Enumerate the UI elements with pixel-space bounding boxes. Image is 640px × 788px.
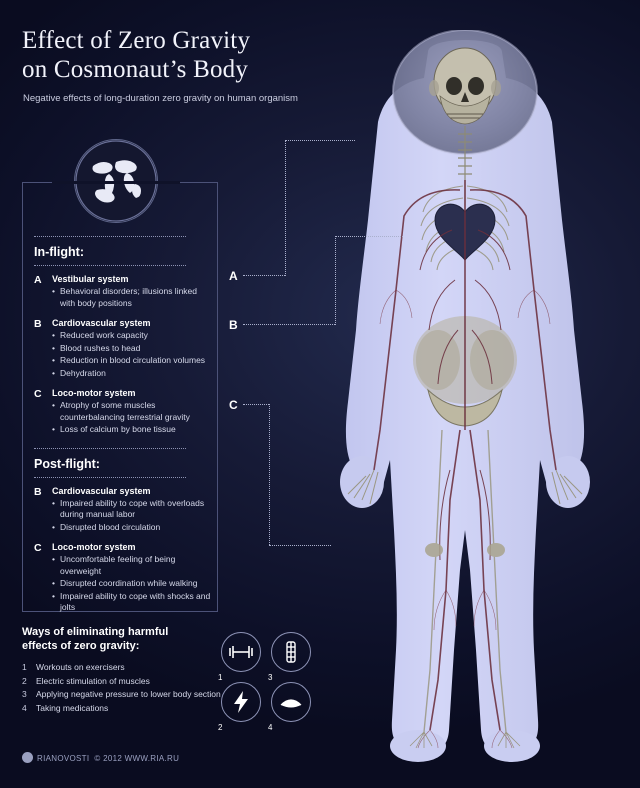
icon-number-4: 4 (268, 723, 273, 732)
way-number: 3 (22, 689, 27, 699)
list-item (22, 676, 222, 688)
page-title (22, 26, 362, 84)
list-item (22, 703, 222, 715)
connector-c-line-bottom (269, 545, 331, 546)
effect-item: • Impaired ability to cope with shocks and jolts (52, 591, 212, 614)
ways-title (22, 625, 222, 653)
connector-a-line-top (285, 140, 355, 141)
effect-item: • Loss of calcium by bone tissue (52, 424, 212, 436)
postflight-divider (34, 448, 186, 449)
ways-icons (215, 632, 319, 732)
effect-entry (34, 318, 212, 379)
footer (22, 752, 179, 763)
panel-notch (52, 181, 180, 184)
entry-letter: B (34, 318, 42, 330)
effect-item: • Disrupted blood circulation (52, 522, 212, 534)
way-number: 2 (22, 675, 27, 686)
entry-system: Cardiovascular system (52, 485, 151, 496)
ways-title-line-2: effects of zero gravity: (22, 640, 140, 652)
icon-number-3: 3 (268, 673, 273, 682)
icon-number-1: 1 (218, 673, 223, 682)
ways-list (22, 662, 222, 714)
entry-system: Vestibular system (52, 274, 129, 284)
way-number: 1 (22, 662, 27, 672)
connector-c-line-v (269, 404, 270, 545)
list-item (22, 662, 222, 674)
way-text: Electric stimulation of muscles (36, 675, 150, 686)
effect-item: • Reduction in blood circulation volumes (52, 355, 212, 367)
entry-letter: C (34, 542, 42, 554)
effect-item: • Impaired ability to cope with overloads during manual labor (52, 498, 212, 521)
effect-item: • Uncomfortable feeling of being overweight (52, 554, 212, 577)
entry-system: Cardiovascular system (52, 318, 151, 328)
connector-b-line-h (243, 324, 335, 325)
entry-effects (52, 400, 212, 436)
effect-entry (34, 542, 212, 614)
entry-effects (52, 554, 212, 614)
connector-b-line-v (335, 236, 336, 325)
entry-letter: B (34, 485, 42, 498)
ways-title-line-1: Ways of eliminating harmful (22, 626, 169, 638)
inflight-divider (34, 236, 186, 237)
pressure-tube-icon (271, 632, 311, 672)
effect-item: • Atrophy of some muscles counterbalancing terrestrial gravity (52, 400, 212, 423)
entry-letter: A (34, 274, 42, 286)
way-text: Applying negative pressure to lower body section (36, 689, 221, 699)
title-line-1: Effect of Zero Gravity (22, 27, 251, 54)
rianovosti-logo-icon (22, 752, 33, 763)
entry-effects (52, 286, 212, 309)
footer-copyright: © 2012 WWW.RIA.RU (94, 754, 180, 763)
ways-section (22, 625, 222, 716)
astronaut-illustration (300, 30, 630, 770)
effect-item: • Disrupted coordination while walking (52, 578, 212, 590)
effect-item: • Dehydration (52, 368, 212, 380)
effect-item: • Reduced work capacity (52, 330, 212, 342)
connector-a-line-h (243, 275, 285, 276)
inflight-heading: In-flight: (34, 245, 84, 259)
page-subtitle: Negative effects of long-duration zero gravity on human organism (23, 93, 298, 104)
connector-letter-a: A (229, 269, 238, 283)
effect-item: • Behavioral disorders; illusions linked with body positions (52, 286, 212, 309)
postflight-heading: Post-flight: (34, 456, 100, 471)
effect-entry (34, 274, 212, 309)
connector-letter-c: C (229, 398, 238, 412)
connector-c-line-h (243, 404, 269, 405)
dumbbell-icon (221, 632, 261, 672)
effect-entry (34, 388, 212, 436)
effect-entry (34, 486, 212, 534)
footer-brand: RIANOVOSTI (37, 754, 90, 763)
way-text: Taking medications (36, 702, 109, 713)
entry-system: Loco-motor system (52, 542, 136, 552)
entry-effects (52, 498, 212, 534)
effects-panel-content (34, 236, 212, 623)
title-line-2: on Cosmonaut’s Body (22, 56, 249, 83)
lightning-bolt-icon (221, 682, 261, 722)
postflight-divider-2 (34, 477, 186, 478)
connector-a-line-v (285, 140, 286, 276)
effect-item: • Blood rushes to head (52, 343, 212, 355)
way-text: Workouts on exercisers (36, 662, 125, 672)
list-item (22, 689, 222, 701)
entry-system: Loco-motor system (52, 388, 136, 398)
inflight-divider-2 (34, 265, 186, 266)
icon-number-2: 2 (218, 723, 223, 732)
connector-b-line-top (335, 236, 403, 237)
entry-effects (52, 330, 212, 379)
way-number: 4 (22, 702, 27, 713)
entry-letter: C (34, 388, 42, 400)
pill-capsule-icon (271, 682, 311, 722)
connector-letter-b: B (229, 318, 238, 332)
